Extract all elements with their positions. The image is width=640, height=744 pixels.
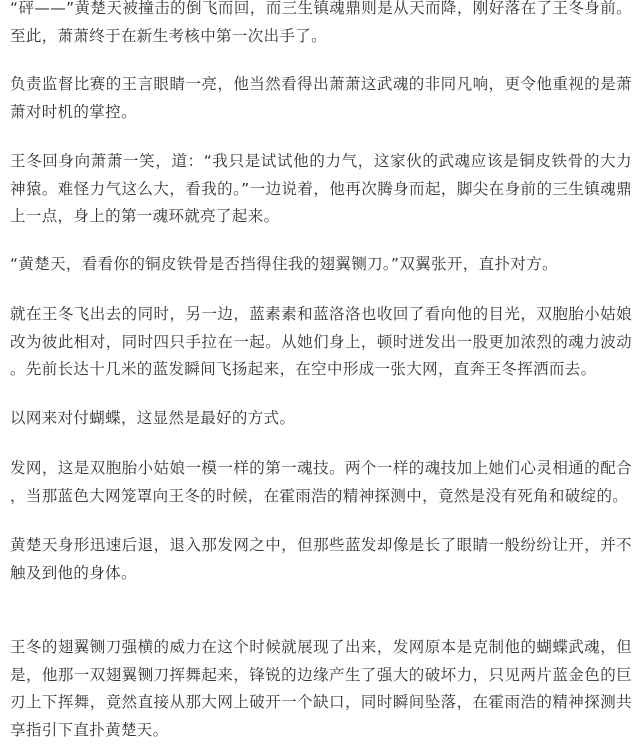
paragraph-5: 就在王冬飞出去的同时，另一边，蓝素素和蓝洛洛也收回了看向他的目光，双胞胎小姑娘改为彼此相对，同时四只手拉在一起。从她们身上，顿时迸发出一股更加浓烈的魂力波动。先前长达十几米的蓝发瞬间飞扬起来，在空中形成一张大网，直奔王冬挥洒而去。 bbox=[10, 305, 632, 378]
paragraph-6: 以网来对付蝴蝶，这显然是最好的方式。 bbox=[10, 409, 296, 427]
paragraph-2: 负责监督比赛的王言眼睛一亮，他当然看得出萧萧这武魂的非同凡响，更令他重视的是萧萧对时机的掌控。 bbox=[10, 75, 632, 121]
paragraph-7: 发网，这是双胞胎小姑娘一模一样的第一魂技。两个一样的魂技加上她们心灵相通的配合，当那蓝色大网笼罩向王冬的时候，在霍雨浩的精神探测中，竟然是没有死角和破绽的。 bbox=[10, 459, 632, 505]
paragraph-8: 黄楚天身形迅速后退，退入那发网之中，但那些蓝发却像是长了眼睛一般纷纷让开，并不触及到他的身体。 bbox=[10, 536, 632, 582]
paragraph-3: 王冬回身向萧萧一笑，道：“我只是试试他的力气，这家伙的武魂应该是铜皮铁骨的大力神猿。难怪力气这么大，看我的。”一边说着，他再次腾身而起，脚尖在身前的三生镇魂鼎上一点，身上的第一魂环就亮了起来。 bbox=[10, 152, 632, 225]
paragraph-4: “黄楚天，看看你的铜皮铁骨是否挡得住我的翅翼铡刀。”双翼张开，直扑对方。 bbox=[10, 255, 558, 273]
paragraph-1: “砰——”黄楚天被撞击的倒飞而回，而三生镇魂鼎则是从天而降，刚好落在了王冬身前。至此，萧萧终于在新生考核中第一次出手了。 bbox=[10, 0, 632, 45]
paragraph-9: 王冬的翅翼铡刀强横的威力在这个时候就展现了出来，发网原本是克制他的蝴蝶武魂，但是，他那一双翅翼铡刀挥舞起来，锋锐的边缘产生了强大的破坏力，只见两片蓝金色的巨刃上下挥舞，竟然直接从那大网上破开一个缺口，同时瞬间坠落，在霍雨浩的精神探测共享指引下直扑黄楚天。 bbox=[10, 638, 632, 739]
